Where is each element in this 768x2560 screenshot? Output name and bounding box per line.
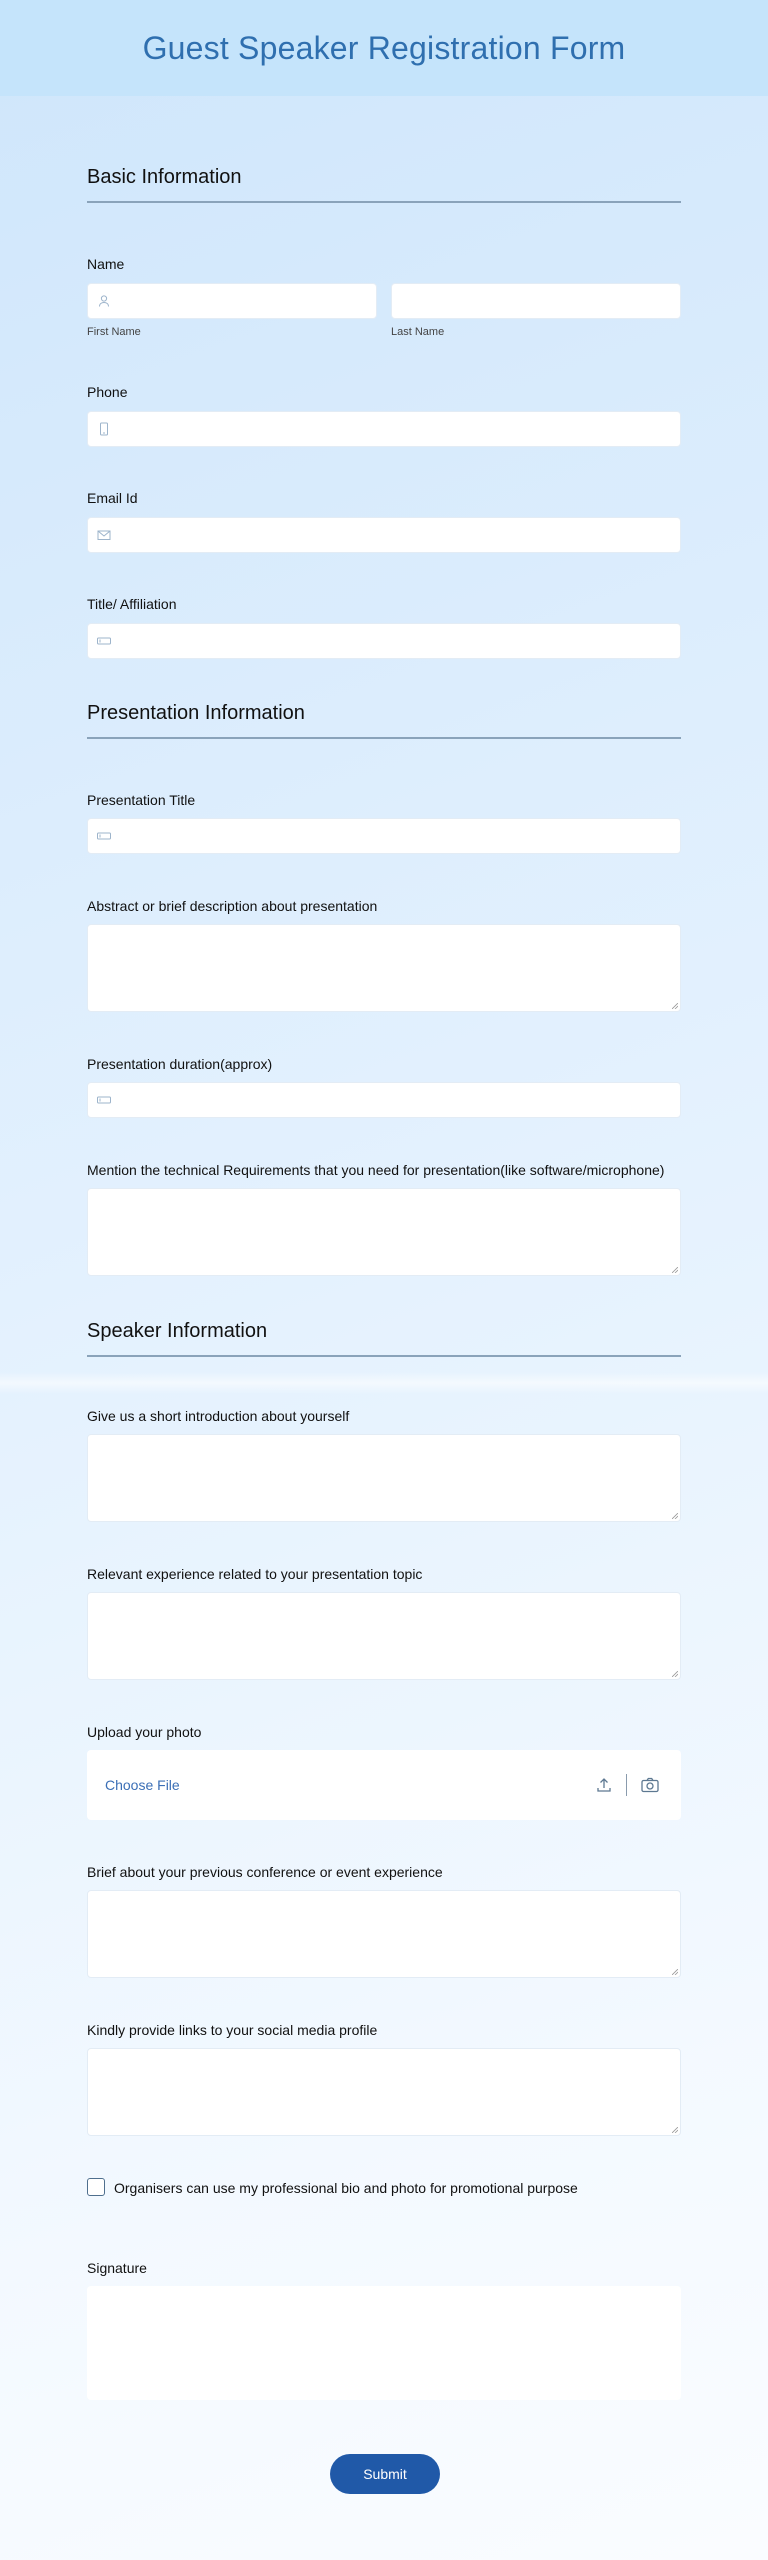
resize-grip-icon[interactable] [672, 1969, 678, 1975]
first-name-input[interactable] [87, 283, 377, 319]
presentation-title-label: Presentation Title [87, 792, 196, 808]
form-header [0, 0, 768, 96]
phone-icon [96, 421, 112, 437]
text-field-icon [96, 1092, 112, 1108]
technical-textarea[interactable] [87, 1188, 681, 1276]
submit-button[interactable]: Submit [330, 2454, 440, 2494]
last-name-input[interactable] [391, 283, 681, 319]
duration-label: Presentation duration(approx) [87, 1056, 273, 1072]
presentation-title-input[interactable] [87, 818, 681, 854]
title-affiliation-label: Title/ Affiliation [87, 596, 177, 612]
experience-textarea[interactable] [87, 1592, 681, 1680]
technical-label: Mention the technical Requirements that you need for presentation(like software/microphone) [87, 1162, 665, 1178]
section-divider [87, 1355, 681, 1357]
signature-pad[interactable] [87, 2286, 681, 2400]
introduction-label: Give us a short introduction about yourself [87, 1408, 350, 1424]
resize-grip-icon[interactable] [672, 2127, 678, 2133]
title-affiliation-input[interactable] [87, 623, 681, 659]
consent-label[interactable]: Organisers can use my professional bio and photo for promotional purpose [114, 2180, 578, 2196]
user-icon [96, 293, 112, 309]
resize-grip-icon[interactable] [672, 1671, 678, 1677]
signature-label: Signature [87, 2260, 147, 2276]
camera-icon[interactable] [640, 1776, 660, 1794]
first-name-sublabel: First Name [87, 326, 141, 338]
background-band [0, 1372, 768, 1394]
name-label: Name [87, 256, 125, 272]
section-divider [87, 737, 681, 739]
text-field-icon [96, 633, 112, 649]
section-title-basic: Basic Information [87, 166, 242, 188]
mail-icon [96, 527, 112, 543]
conference-textarea[interactable] [87, 1890, 681, 1978]
email-input[interactable] [87, 517, 681, 553]
abstract-textarea[interactable] [87, 924, 681, 1012]
consent-checkbox[interactable] [87, 2178, 105, 2196]
section-title-presentation: Presentation Information [87, 702, 305, 724]
conference-label: Brief about your previous conference or event experience [87, 1864, 443, 1880]
phone-input[interactable] [87, 411, 681, 447]
photo-label: Upload your photo [87, 1724, 202, 1740]
abstract-label: Abstract or brief description about presentation [87, 898, 378, 914]
page-title: Guest Speaker Registration Form [142, 29, 626, 66]
choose-file-button[interactable]: Choose File [105, 1777, 180, 1793]
social-textarea[interactable] [87, 2048, 681, 2136]
email-label: Email Id [87, 490, 138, 506]
upload-icon[interactable] [595, 1776, 613, 1794]
last-name-sublabel: Last Name [391, 326, 445, 338]
resize-grip-icon[interactable] [672, 1513, 678, 1519]
text-field-icon [96, 828, 112, 844]
divider [626, 1774, 627, 1796]
section-divider [87, 201, 681, 203]
experience-label: Relevant experience related to your presentation topic [87, 1566, 423, 1582]
phone-label: Phone [87, 384, 128, 400]
section-title-speaker: Speaker Information [87, 1320, 268, 1342]
photo-upload[interactable] [87, 1750, 681, 1820]
resize-grip-icon[interactable] [672, 1003, 678, 1009]
introduction-textarea[interactable] [87, 1434, 681, 1522]
duration-input[interactable] [87, 1082, 681, 1118]
resize-grip-icon[interactable] [672, 1267, 678, 1273]
social-label: Kindly provide links to your social media profile [87, 2022, 378, 2038]
